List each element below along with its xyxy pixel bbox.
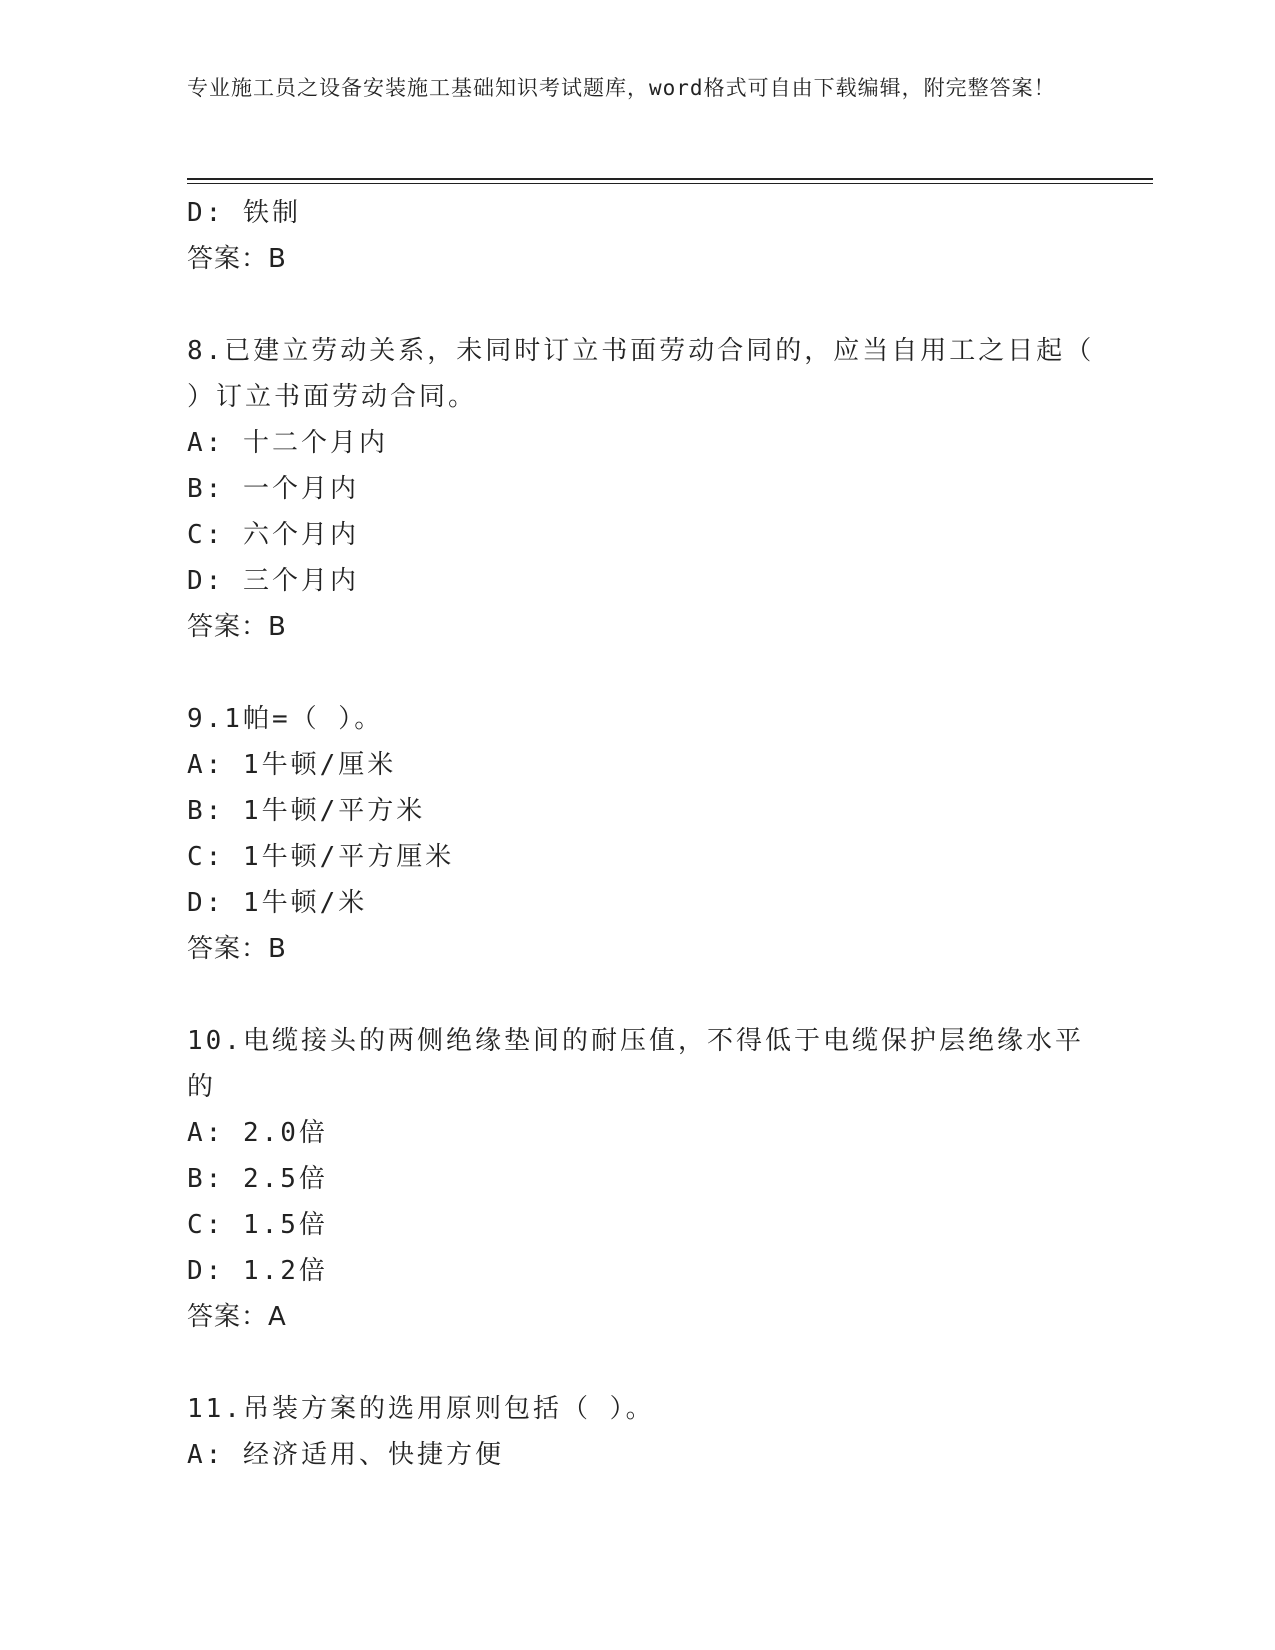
question-8-stem: 8.已建立劳动关系，未同时订立书面劳动合同的，应当自用工之日起（ ）订立书面劳动合同。 bbox=[187, 336, 1095, 412]
question-9-option-a: A: 1牛顿/厘米 bbox=[187, 750, 397, 780]
question-10-option-a: A: 2.0倍 bbox=[187, 1118, 328, 1148]
question-10-stem: 10.电缆接头的两侧绝缘垫间的耐压值，不得低于电缆保护层绝缘水平的 bbox=[187, 1026, 1084, 1102]
question-8-option-d: D: 三个月内 bbox=[187, 566, 359, 596]
question-11-stem: 11.吊装方案的选用原则包括（ ）。 bbox=[187, 1394, 655, 1424]
question-10-option-d: D: 1.2倍 bbox=[187, 1256, 328, 1286]
question-8-option-a: A: 十二个月内 bbox=[187, 428, 388, 458]
question-9-option-d: D: 1牛顿/米 bbox=[187, 888, 368, 918]
question-8-answer: 答案：B bbox=[187, 612, 287, 642]
spacer bbox=[187, 650, 1107, 696]
question-9-answer: 答案：B bbox=[187, 934, 287, 964]
answer: 答案：B bbox=[187, 244, 287, 274]
header-rule-thick bbox=[187, 178, 1153, 180]
document-header: 专业施工员之设备安装施工基础知识考试题库，word格式可自由下载编辑，附完整答案！ bbox=[187, 76, 1056, 100]
spacer bbox=[187, 282, 1107, 328]
question-11-option-a: A: 经济适用、快捷方便 bbox=[187, 1440, 504, 1470]
question-10-option-b: B: 2.5倍 bbox=[187, 1164, 328, 1194]
question-10-option-c: C: 1.5倍 bbox=[187, 1210, 328, 1240]
spacer bbox=[187, 972, 1107, 1018]
option-d: D: 铁制 bbox=[187, 198, 301, 228]
header-rule-thin bbox=[187, 183, 1153, 184]
question-9-option-c: C: 1牛顿/平方厘米 bbox=[187, 842, 455, 872]
spacer bbox=[187, 1340, 1107, 1386]
question-10-answer: 答案：A bbox=[187, 1302, 287, 1332]
question-9-option-b: B: 1牛顿/平方米 bbox=[187, 796, 426, 826]
question-list bbox=[187, 190, 1107, 1478]
question-8-option-c: C: 六个月内 bbox=[187, 520, 359, 550]
question-8-option-b: B: 一个月内 bbox=[187, 474, 359, 504]
question-9-stem: 9.1帕=（ ）。 bbox=[187, 704, 384, 734]
